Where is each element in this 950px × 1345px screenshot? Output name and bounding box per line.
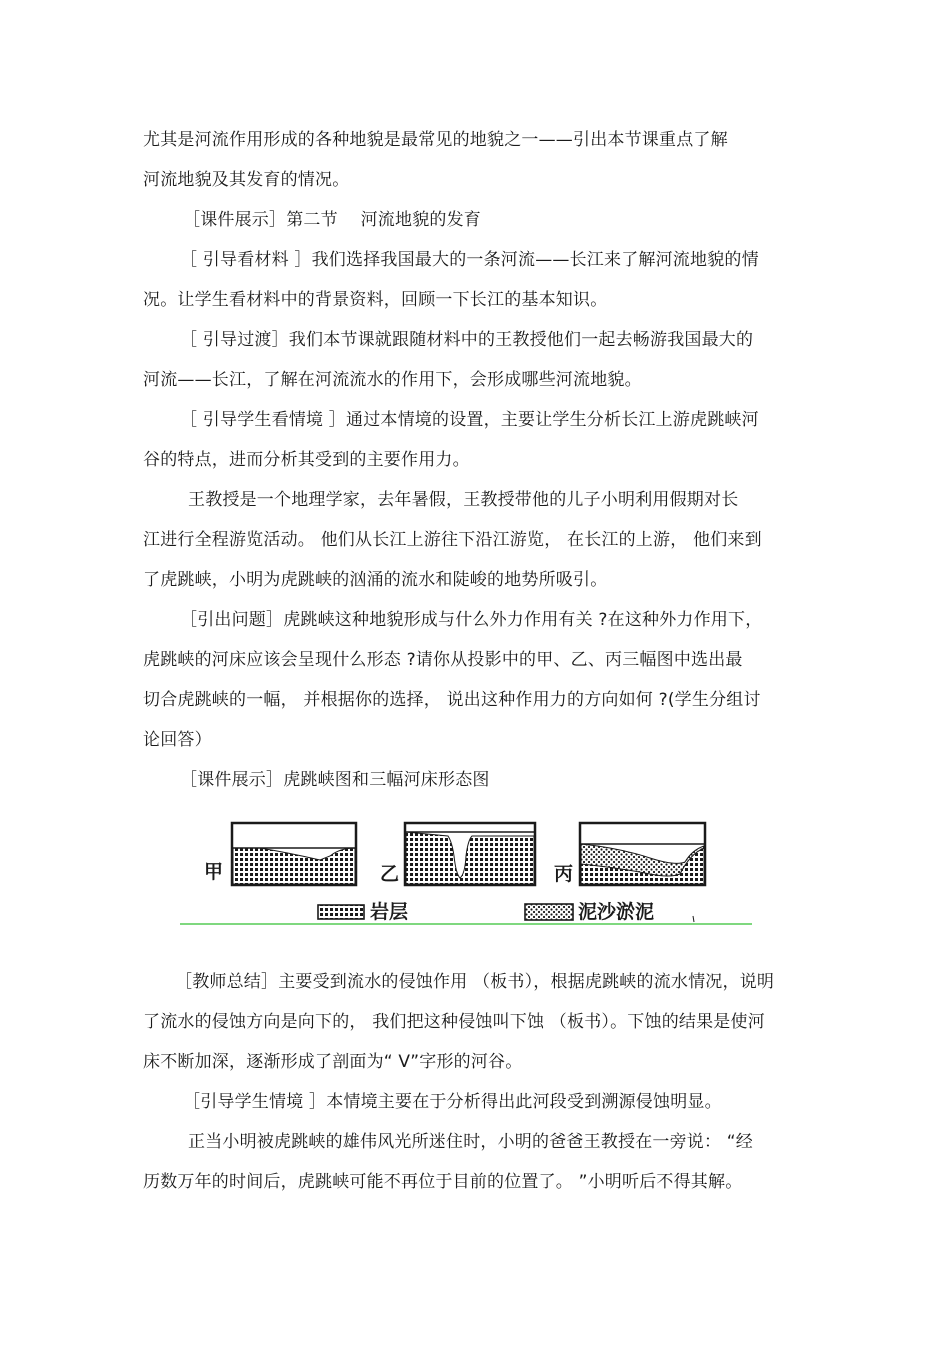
- text-line: ［教师总结］主要受到流水的侵蚀作用 （板书），根据虎跳峡的流水情况，说明: [175, 972, 775, 992]
- text-line: 河流——长江，了解在河流流水的作用下，会形成哪些河流地貌。: [143, 370, 642, 390]
- legend-swatch-sediment: [525, 904, 573, 920]
- legend-swatch-rock: [318, 905, 364, 919]
- riverbed-diagram: [180, 808, 752, 928]
- text-line: 正当小明被虎跳峡的雄伟风光所迷住时，小明的爸爸王教授在一旁说： “经: [188, 1132, 754, 1152]
- text-line: 虎跳峡的河床应该会呈现什么形态 ?请你从投影中的甲、乙、丙三幅图中选出最: [143, 650, 743, 670]
- legend: [318, 900, 654, 923]
- text-line: ［课件展示］第二节 河流地貌的发育: [183, 210, 482, 230]
- panel-jia: [204, 823, 356, 885]
- panel-bing: [554, 823, 705, 885]
- legend-label-rock: 岩层: [370, 901, 409, 923]
- text-line: 尤其是河流作用形成的各种地貌是最常见的地貌之一——引出本节课重点了解: [143, 130, 728, 150]
- panel-label-bing: 丙: [554, 863, 574, 885]
- text-line: 论回答）: [143, 730, 212, 750]
- text-line: ［ 引导过渡］我们本节课就跟随材料中的王教授他们一起去畅游我国最大的: [180, 330, 754, 350]
- legend-label-sediment: 泥沙淤泥: [578, 901, 655, 923]
- text-line: 谷的特点，进而分析其受到的主要作用力。: [143, 450, 470, 470]
- panel-label-jia: 甲: [204, 861, 224, 883]
- text-line: ［ 引导看材料 ］我们选择我国最大的一条河流——长江来了解河流地貌的情: [180, 250, 759, 270]
- text-line: 切合虎跳峡的一幅， 并根据你的选择， 说出这种作用力的方向如何 ?(学生分组讨: [143, 690, 761, 710]
- text-line: 况。让学生看材料中的背景资料，回顾一下长江的基本知识。: [143, 290, 608, 310]
- text-line: 江进行全程游览活动。 他们从长江上游往下沿江游览， 在长江的上游， 他们来到: [143, 530, 762, 550]
- scan-mark: [693, 916, 694, 922]
- text-line: 了虎跳峡，小明为虎跳峡的汹涌的流水和陡峻的地势所吸引。: [143, 570, 608, 590]
- text-line: 河流地貌及其发育的情况。: [143, 170, 350, 190]
- panel-label-yi: 乙: [380, 863, 400, 885]
- text-line: 床不断加深，逐渐形成了剖面为“ V”字形的河谷。: [143, 1052, 523, 1072]
- text-line: ［引出问题］虎跳峡这种地貌形成与什么外力作用有关 ?在这种外力作用下，: [180, 610, 763, 630]
- text-line: 历数万年的时间后，虎跳峡可能不再位于目前的位置了。 ”小明听后不得其解。: [143, 1172, 743, 1192]
- text-line: 王教授是一个地理学家，去年暑假，王教授带他的儿子小明利用假期对长: [188, 490, 739, 510]
- panel-yi: [380, 823, 535, 885]
- text-line: 了流水的侵蚀方向是向下的， 我们把这种侵蚀叫下蚀 （板书）。下蚀的结果是使河: [143, 1012, 765, 1032]
- text-line: ［引导学生情境 ］本情境主要在于分析得出此河段受到溯源侵蚀明显。: [183, 1092, 722, 1112]
- text-line: ［课件展示］虎跳峡图和三幅河床形态图: [180, 770, 490, 790]
- text-line: ［ 引导学生看情境 ］通过本情境的设置，主要让学生分析长江上游虎跳峡河: [180, 410, 759, 430]
